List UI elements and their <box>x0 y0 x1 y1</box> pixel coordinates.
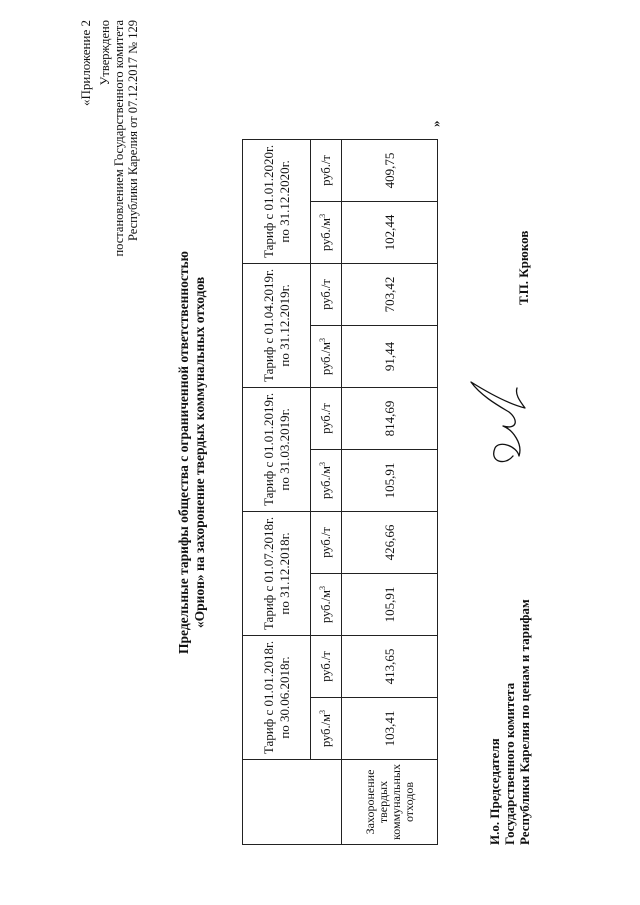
tariff-value-m3: 105,91 <box>342 573 438 635</box>
approval-line: постановлением Государственного комитета <box>112 20 126 257</box>
period-header: Тариф с 01.01.2018г. по 30.06.2018г. <box>243 635 311 759</box>
unit-m3-cell: $руб./м^3$ <box>311 201 342 263</box>
tariff-value-m3: 103,41 <box>342 698 438 760</box>
approval-line: Республики Карелия от 07.12.2017 № 129 <box>126 20 140 242</box>
table-header-row <box>243 139 311 844</box>
unit-t-cell: руб./т <box>311 511 342 573</box>
header-corner-cell <box>243 760 342 845</box>
unit-t-cell: руб./т <box>311 139 342 201</box>
document-title <box>176 0 208 905</box>
title-line-1: Предельные тарифы общества с ограниченной ответственностью <box>176 251 191 654</box>
tariff-value-t: 814,69 <box>342 387 438 449</box>
unit-m3-cell: $руб./м^3$ <box>311 573 342 635</box>
signatory-line: Республики Карелия по ценам и тарифам <box>517 599 532 845</box>
unit-t-cell: руб./т <box>311 635 342 697</box>
unit-m3-cell: $руб./м^3$ <box>311 698 342 760</box>
table-units-row <box>311 139 342 844</box>
unit-t-cell: руб./т <box>311 263 342 325</box>
period-header: Тариф с 01.07.2018г. по 31.12.2018г. <box>243 511 311 635</box>
tariff-value-m3: 91,44 <box>342 325 438 387</box>
signatory-line: И.о. Председателя <box>487 738 502 845</box>
tariff-value-t: 409,75 <box>342 139 438 201</box>
tariff-value-t: 413,65 <box>342 635 438 697</box>
signatory-name: Т.П. Крюков <box>516 230 531 305</box>
approval-line: Утверждено <box>98 20 112 86</box>
period-header: Тариф с 01.01.2019г. по 31.03.2019г. <box>243 387 311 511</box>
tariff-table <box>242 139 438 845</box>
tariff-value-m3: 102,44 <box>342 201 438 263</box>
signatory-line: Государственного комитета <box>502 682 517 845</box>
closing-quote: » <box>428 120 443 127</box>
unit-m3-cell: $руб./м^3$ <box>311 449 342 511</box>
handwritten-signature <box>465 370 545 470</box>
signatory-position <box>487 599 532 845</box>
title-line-2: «Орион» на захоронение твердых коммунальных отходов <box>192 276 207 629</box>
tariff-value-t: 703,42 <box>342 263 438 325</box>
approval-stamp <box>98 20 140 257</box>
appendix-label: «Приложение 2 <box>78 20 93 107</box>
table-row <box>342 139 438 844</box>
period-header: Тариф с 01.01.2020г. по 31.12.2020г. <box>243 139 311 263</box>
unit-t-cell: руб./т <box>311 387 342 449</box>
period-header: Тариф с 01.04.2019г. по 31.12.2019г. <box>243 263 311 387</box>
tariff-value-t: 426,66 <box>342 511 438 573</box>
unit-m3-cell: $руб./м^3$ <box>311 325 342 387</box>
row-label: Захоронение твердых коммунальных отходов <box>342 760 438 845</box>
tariff-value-m3: 105,91 <box>342 449 438 511</box>
